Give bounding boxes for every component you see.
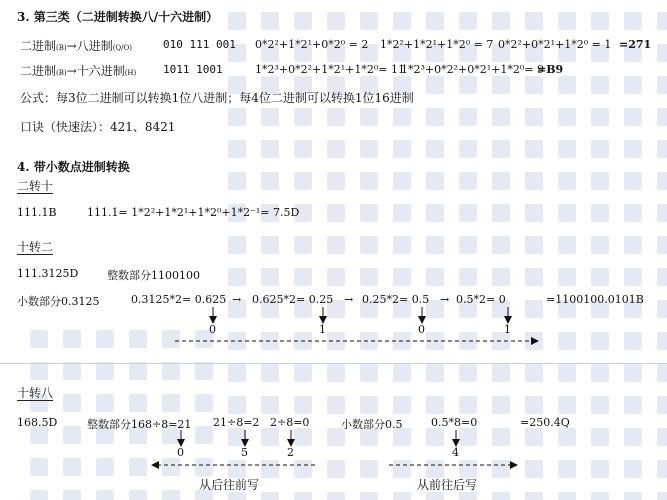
oct-digit-5: 5 bbox=[241, 446, 248, 459]
mnemonic-text: 口诀（快速法）：421、8421 bbox=[20, 120, 176, 134]
dec-to-oct-integer-part: 整数部分168÷8=21 bbox=[87, 418, 192, 431]
oct-int-step-1: 21÷8=2 bbox=[213, 416, 260, 429]
row1-result: =271 bbox=[619, 38, 652, 51]
row1-calc-3: 0*2²+0*2¹+1*2⁰ = 1 bbox=[498, 38, 612, 51]
oct-digit-0: 0 bbox=[177, 446, 184, 459]
row2-calc-1: 1*2³+0*2²+1*2¹+1*2⁰= 11 bbox=[255, 63, 405, 76]
bin-to-dec-left: 111.1B bbox=[17, 206, 57, 219]
dec-to-bin-fraction-label: 小数部分0.3125 bbox=[17, 295, 100, 308]
bin-digit-1: 0 bbox=[209, 323, 216, 336]
dec-to-bin-heading: 十转二 bbox=[17, 240, 54, 254]
formula-text: 公式：每3位二进制可以转换1位八进制；每4位二进制可以转换1位16进制 bbox=[20, 91, 414, 105]
dec-to-bin-result: =1100100.0101B bbox=[546, 293, 644, 306]
row1-label-binary: 二进制(B)→八进制(Q/O) bbox=[20, 39, 133, 53]
frac-step-1: 0.3125*2= 0.625 bbox=[131, 293, 227, 306]
frac-step-2: 0.625*2= 0.25 bbox=[252, 293, 334, 306]
row2-sub-h: (H) bbox=[124, 69, 137, 77]
bin-digit-2: 1 bbox=[319, 323, 326, 336]
row1-binary-digits: 010 111 001 bbox=[163, 38, 236, 51]
caption-front-to-back: 从前往后写 bbox=[417, 478, 478, 492]
row2-label-binary: 二进制(B)→十六进制(H) bbox=[20, 64, 137, 78]
dec-to-oct-heading: 十转八 bbox=[17, 386, 54, 400]
dec-to-oct-result: =250.4Q bbox=[520, 416, 570, 429]
dec-to-bin-number: 111.3125D bbox=[17, 267, 79, 280]
bin-to-dec-heading: 二转十 bbox=[17, 179, 54, 193]
bin-to-dec-expr: 111.1= 1*2²+1*2¹+1*2⁰+1*2⁻¹= 7.5D bbox=[87, 206, 300, 219]
row1-calc-1: 0*2²+1*2¹+0*2⁰ = 2 bbox=[255, 38, 369, 51]
frac-arrow-1: → bbox=[232, 293, 242, 306]
dec-to-oct-fraction-part: 小数部分0.5 bbox=[341, 418, 403, 431]
oct-frac-step: 0.5*8=0 bbox=[431, 416, 478, 429]
oct-digit-2: 2 bbox=[287, 446, 294, 459]
row2-sub-b: (B) bbox=[56, 69, 67, 77]
row2-binary-digits: 1011 1001 bbox=[163, 63, 223, 76]
section4-title: 4. 带小数点进制转换 bbox=[17, 160, 130, 174]
oct-int-step-2: 2÷8=0 bbox=[270, 416, 310, 429]
row2-calc-2: 1*2³+0*2²+0*2¹+1*2⁰= 9 bbox=[401, 63, 544, 76]
caption-back-to-front: 从后往前写 bbox=[199, 478, 260, 492]
frac-step-4: 0.5*2= 0 bbox=[456, 293, 506, 306]
oct-digit-4: 4 bbox=[452, 446, 459, 459]
row1-sub-b: (B) bbox=[56, 44, 67, 52]
frac-step-3: 0.25*2= 0.5 bbox=[362, 293, 430, 306]
section3-title: 3. 第三类（二进制转换八/十六进制） bbox=[17, 10, 219, 24]
bin-digit-3: 0 bbox=[418, 323, 425, 336]
dec-to-bin-integer-part: 整数部分1100100 bbox=[107, 269, 200, 282]
dec-to-oct-number: 168.5D bbox=[17, 416, 58, 429]
row2-result: =B9 bbox=[537, 63, 564, 76]
row1-sub-q: (Q/O) bbox=[112, 44, 133, 52]
frac-arrow-3: → bbox=[440, 293, 450, 306]
frac-arrow-2: → bbox=[344, 293, 354, 306]
row1-calc-2: 1*2²+1*2¹+1*2⁰ = 7 bbox=[380, 38, 494, 51]
bin-digit-4: 1 bbox=[504, 323, 511, 336]
